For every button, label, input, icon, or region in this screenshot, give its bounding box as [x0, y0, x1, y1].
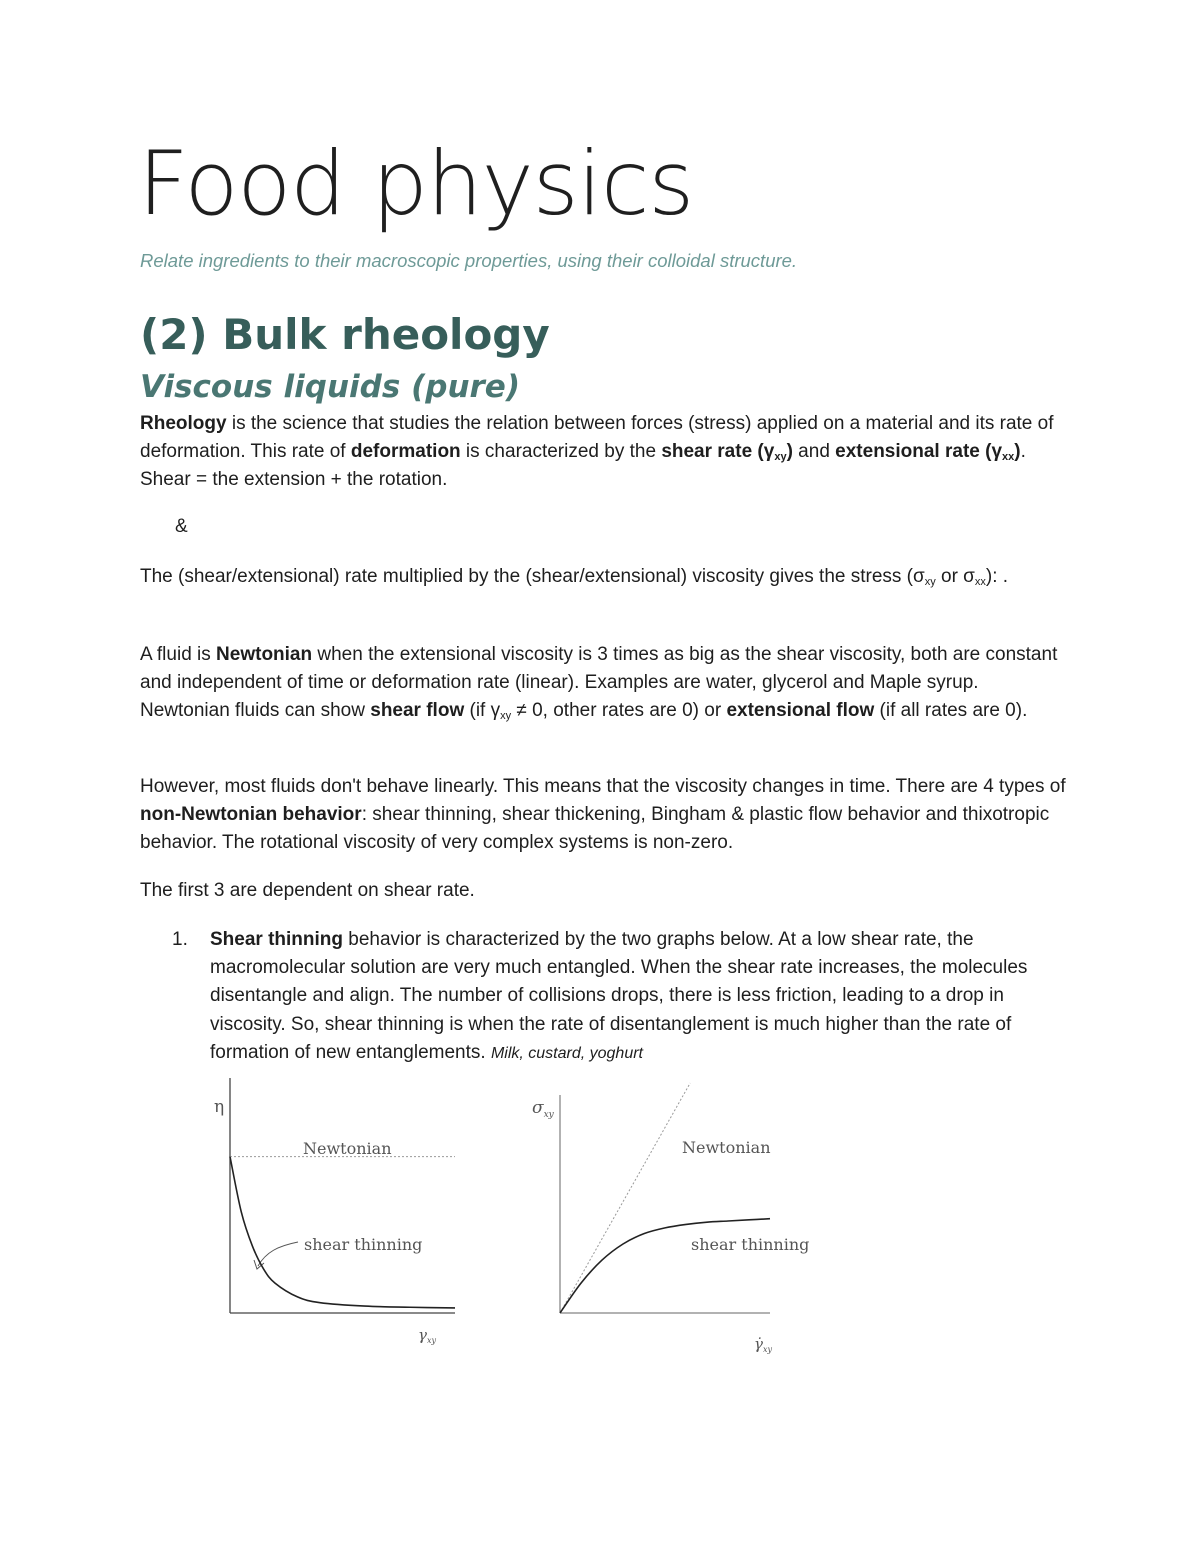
term-shear-rate: shear rate $(\gamma_{xy})$ — [661, 441, 793, 464]
chart2-ylabel: $\sigma_{xy}$ — [532, 1098, 554, 1120]
paragraph-non-newtonian: However, most fluids don't behave linearly. This means that the viscosity changes in time. There are 4 types of non-Newtonian behavior: shear thinning, shear thickening, Bingham & plastic flow behavior and thixotropic behavior. The rotational viscosity of very complex systems is non-zero. — [140, 776, 1066, 854]
paragraph-shear-rate-dependence: The first 3 are dependent on shear rate. — [140, 880, 475, 901]
chart2-series-newtonian — [560, 1083, 690, 1313]
list-item-shear-thinning: Shear thinning behavior is characterized by the two graphs below. At a low shear rate, the macromolecular solution are very much entangled. When the shear rate increases, the molecules disentangle and align. The number of collisions drops, there is less friction, leading to a drop in viscosity. So, shear thinning is when the rate of disentanglement is much higher than the rate of formation of new entanglements. Milk, custard, yoghurt — [210, 929, 1028, 1063]
subsection-heading: Viscous liquids (pure) — [140, 369, 520, 405]
examples: Milk, custard, yoghurt — [490, 1044, 643, 1062]
chart1-annot-newtonian: Newtonian — [303, 1139, 392, 1158]
term-extensional-rate: extensional rate $(\gamma_{xx})$ — [835, 441, 1021, 464]
document-title: Food physics — [138, 132, 694, 235]
document-subtitle: Relate ingredients to their macroscopic properties, using their colloidal structure. — [140, 250, 798, 271]
chart-stress — [520, 1075, 820, 1365]
term-deformation: deformation — [350, 441, 461, 463]
section-heading: (2) Bulk rheology — [140, 310, 550, 359]
list-number: 1. — [172, 929, 188, 950]
term-non-newtonian: non-Newtonian behavior — [140, 804, 362, 826]
paragraph-stress: The (shear/extensional) rate multiplied by the (shear/extensional) viscosity gives the stress ($\sigma_{xy}$ or $\sigma_{xx}$): . — [140, 566, 1009, 588]
chart1-arrow — [258, 1242, 298, 1266]
chart1-xlabel: $\gamma_{xy}$ — [418, 1326, 436, 1345]
term-rheology: Rheology — [140, 413, 227, 434]
paragraph-rheology: Rheology is the science that studies the relation between forces (stress) applied on a material and its rate of deformation. This rate of deformation is characterized by the shear rate $(\gamma_{xy})$ and extensional rate $(\gamma_{xx})$. Shear = the extension + the rotation. — [140, 413, 1054, 491]
ampersand: & — [175, 516, 188, 537]
chart-viscosity — [200, 1070, 490, 1360]
term-newtonian: Newtonian — [216, 644, 313, 665]
chart2-annot-shear-thinning: shear thinning — [691, 1235, 810, 1254]
chart1-ylabel: η — [214, 1097, 225, 1117]
term-shear-thinning: Shear thinning — [210, 929, 343, 950]
chart1-series-shear-thinning — [230, 1157, 455, 1308]
chart1-annot-shear-thinning: shear thinning — [304, 1235, 423, 1254]
chart2-xlabel: $\gammȧ_{xy}$ — [754, 1335, 772, 1354]
chart2-series-shear-thinning — [560, 1219, 770, 1313]
chart2-annot-newtonian: Newtonian — [682, 1138, 771, 1157]
term-extensional-flow: extensional flow — [726, 700, 875, 722]
paragraph-newtonian: A fluid is Newtonian when the extensional viscosity is 3 times as big as the shear viscosity, both are constant and independent of time or deformation rate (linear). Examples are water, glycerol and Maple syrup. Newtonian fluids can show shear flow (if $\gamma_{xy} \ne 0$, other rates are 0) or extensional flow (if all rates are 0). — [140, 644, 1058, 723]
term-shear-flow: shear flow — [370, 700, 465, 722]
